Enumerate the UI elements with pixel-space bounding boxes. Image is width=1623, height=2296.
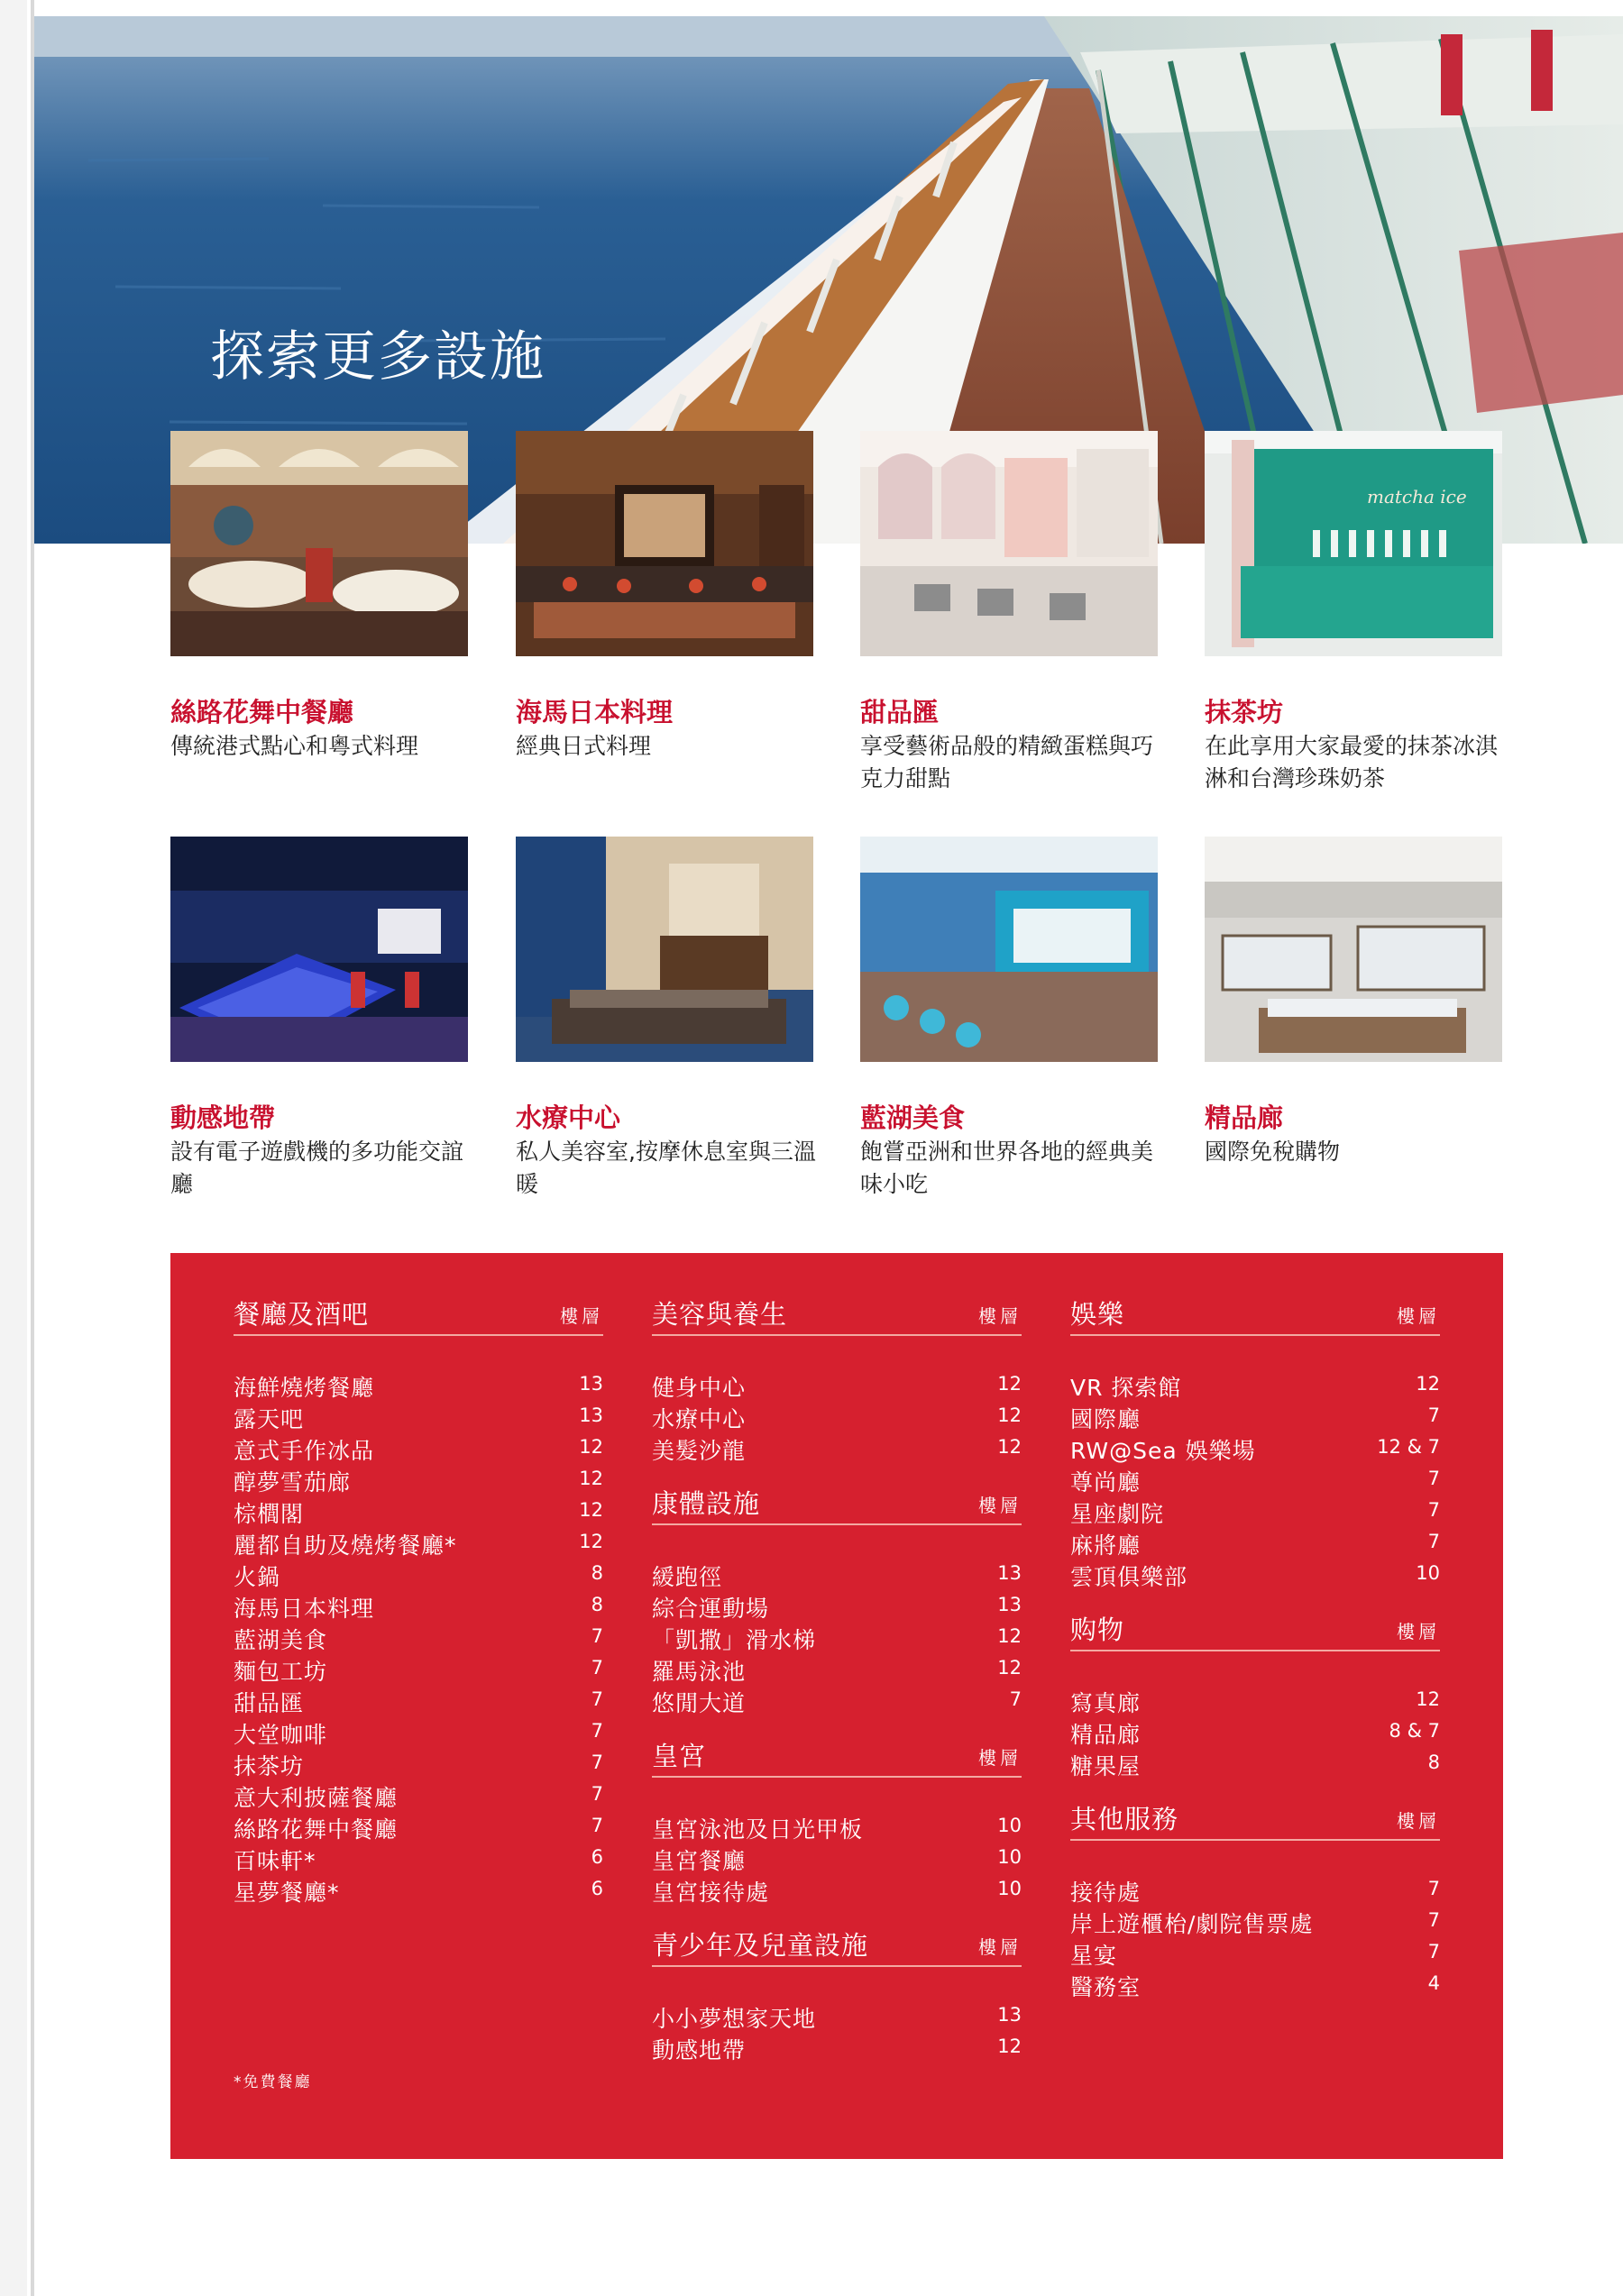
- section-header: [652, 1289, 1022, 1336]
- facility-name: 水療中心: [516, 1102, 621, 1133]
- section-title: 青少年及兒童設施: [652, 1930, 869, 1961]
- item-floor: 7: [591, 1720, 603, 1742]
- section-header: [1070, 1605, 1440, 1651]
- section-title: 餐廳及酒吧: [234, 1299, 370, 1330]
- section-header: [1070, 1794, 1440, 1841]
- facility-name: 抹茶坊: [1205, 697, 1284, 727]
- item-floor: 10: [1416, 1562, 1440, 1584]
- list-item: [652, 1370, 1022, 1402]
- section-header: [652, 1731, 1022, 1778]
- facility-description: 傳統港式點心和粵式料理: [170, 733, 419, 759]
- item-name: 尊尚廳: [1070, 1469, 1142, 1496]
- list-item: [1070, 1370, 1440, 1402]
- item-floor: 8: [1427, 1752, 1440, 1773]
- facility-card[interactable]: [1205, 431, 1502, 791]
- list-item: [234, 1496, 603, 1528]
- chinese-restaurant-photo: [170, 431, 468, 656]
- item-floor: 7: [591, 1625, 603, 1647]
- item-name: 百味軒*: [234, 1848, 316, 1874]
- section-header: [652, 1478, 1022, 1525]
- arcade-photo: [170, 837, 468, 1062]
- list-item: [234, 1780, 603, 1812]
- facility-card[interactable]: [860, 431, 1158, 791]
- item-name: 緩跑徑: [652, 1564, 723, 1590]
- facility-description: 私人美容室,按摩休息室與三溫暖: [516, 1139, 816, 1197]
- list-item: [234, 1749, 603, 1780]
- list-item: [1070, 1970, 1440, 2001]
- section-title: 其他服務: [1070, 1804, 1179, 1834]
- list-item: [1070, 1907, 1440, 1938]
- item-name: 藍湖美食: [234, 1627, 328, 1653]
- item-name: 皇宮接待處: [652, 1880, 770, 1906]
- floor-label: 樓層: [1397, 1305, 1440, 1327]
- item-floor: 12 & 7: [1377, 1436, 1440, 1458]
- item-floor: 12: [1416, 1688, 1440, 1710]
- item-floor: 6: [591, 1878, 603, 1899]
- item-name: 美髮沙龍: [652, 1438, 747, 1464]
- item-floor: 6: [591, 1846, 603, 1868]
- item-floor: 4: [1427, 1972, 1440, 1994]
- item-name: 糖果屋: [1070, 1753, 1142, 1779]
- matcha-bar-photo: [1205, 431, 1502, 656]
- facility-description: 享受藝術品般的精緻蛋糕與巧克力甜點: [860, 733, 1154, 791]
- item-floor: 7: [1427, 1941, 1440, 1962]
- facility-card[interactable]: [1205, 837, 1502, 1165]
- list-item: [1070, 1875, 1440, 1907]
- item-floor: 7: [1427, 1878, 1440, 1899]
- list-item: [234, 1654, 603, 1686]
- facility-description: 飽嘗亞洲和世界各地的經典美味小吃: [860, 1139, 1154, 1197]
- section-title: 购物: [1070, 1615, 1125, 1645]
- floor-label: 樓層: [978, 1305, 1022, 1327]
- facility-name: 動感地帶: [170, 1102, 276, 1133]
- item-floor: 13: [997, 1594, 1022, 1615]
- hero-title: 探索更多設施: [210, 325, 546, 389]
- facility-card[interactable]: [860, 837, 1158, 1197]
- item-floor: 7: [591, 1783, 603, 1805]
- item-name: 小小夢想家天地: [652, 2006, 817, 2032]
- item-floor: 12: [997, 1436, 1022, 1458]
- section-title: 皇宮: [652, 1741, 707, 1771]
- item-name: VR 探索館: [1070, 1375, 1182, 1401]
- item-floor: 7: [591, 1752, 603, 1773]
- item-name: 醫務室: [1070, 1974, 1142, 2000]
- floor-label: 樓層: [1397, 1810, 1440, 1832]
- facility-description: 國際免稅購物: [1205, 1139, 1341, 1165]
- list-item: [1070, 1465, 1440, 1496]
- list-item: [652, 2001, 1022, 2033]
- list-item: [234, 1465, 603, 1496]
- item-floor: 10: [997, 1878, 1022, 1899]
- list-item: [652, 1402, 1022, 1433]
- item-name: 精品廊: [1070, 1722, 1142, 1748]
- footnote: *免費餐廳: [234, 2073, 312, 2091]
- item-floor: 12: [579, 1499, 603, 1521]
- item-floor: 8: [591, 1594, 603, 1615]
- list-item: [234, 1717, 603, 1749]
- item-floor: 12: [997, 1373, 1022, 1395]
- boutique-photo: [1205, 837, 1502, 1062]
- item-floor: 7: [1427, 1531, 1440, 1552]
- section-title: 美容與養生: [652, 1299, 788, 1330]
- section-header: [1070, 1289, 1440, 1336]
- item-floor: 12: [579, 1468, 603, 1489]
- item-name: 國際廳: [1070, 1406, 1142, 1432]
- list-item: [1070, 1560, 1440, 1591]
- list-item: [1070, 1717, 1440, 1749]
- floor-label: 樓層: [560, 1305, 603, 1327]
- item-name: 棕櫚閣: [234, 1501, 305, 1527]
- facility-description: 設有電子遊戲機的多功能交誼廳: [170, 1139, 464, 1197]
- item-floor: 12: [997, 2035, 1022, 2057]
- item-floor: 12: [997, 1657, 1022, 1679]
- item-name: 醇夢雪茄廊: [234, 1469, 352, 1496]
- list-item: [234, 1370, 603, 1402]
- list-item: [652, 1875, 1022, 1907]
- facility-name: 海馬日本料理: [516, 697, 674, 727]
- item-name: 麗都自助及燒烤餐廳*: [234, 1532, 457, 1559]
- item-floor: 13: [997, 1562, 1022, 1584]
- item-name: 海馬日本料理: [234, 1596, 375, 1622]
- list-item: [1070, 1938, 1440, 1970]
- item-floor: 7: [1427, 1909, 1440, 1931]
- item-name: 意大利披薩餐廳: [234, 1785, 399, 1811]
- item-name: 雲頂俱樂部: [1070, 1564, 1188, 1590]
- item-name: 星夢餐廳*: [234, 1880, 340, 1906]
- item-name: 甜品匯: [234, 1690, 305, 1716]
- scan-edge: [0, 0, 27, 2296]
- item-floor: 12: [1416, 1373, 1440, 1395]
- item-name: 健身中心: [652, 1375, 747, 1401]
- item-name: 接待處: [1070, 1880, 1142, 1906]
- item-floor: 12: [579, 1436, 603, 1458]
- list-item: [234, 1623, 603, 1654]
- list-item: [652, 1654, 1022, 1686]
- item-name: 火鍋: [234, 1564, 281, 1590]
- item-name: 海鮮燒烤餐廳: [234, 1375, 375, 1401]
- item-floor: 7: [1427, 1468, 1440, 1489]
- item-floor: 13: [997, 2004, 1022, 2026]
- list-item: [1070, 1433, 1440, 1465]
- item-floor: 7: [591, 1688, 603, 1710]
- facility-directory: [170, 1253, 1503, 2159]
- item-floor: 7: [591, 1657, 603, 1679]
- item-floor: 7: [1427, 1404, 1440, 1426]
- item-floor: 7: [591, 1815, 603, 1836]
- section-header: [234, 1289, 603, 1336]
- facility-card[interactable]: [170, 431, 468, 759]
- facility-name: 甜品匯: [860, 697, 940, 727]
- floor-label: 樓層: [978, 1936, 1022, 1958]
- item-name: 皇宮泳池及日光甲板: [652, 1816, 864, 1843]
- item-name: 星宴: [1070, 1943, 1118, 1969]
- dessert-cafe-photo: [860, 431, 1158, 656]
- item-floor: 13: [579, 1373, 603, 1395]
- item-floor: 12: [997, 1404, 1022, 1426]
- item-floor: 7: [1427, 1499, 1440, 1521]
- list-item: [1070, 1749, 1440, 1780]
- list-item: [1070, 1496, 1440, 1528]
- list-item: [1070, 1528, 1440, 1560]
- list-item: [652, 1843, 1022, 1875]
- item-name: 麻將廳: [1070, 1532, 1142, 1559]
- floor-label: 樓層: [1397, 1621, 1440, 1642]
- section-header: [652, 1920, 1022, 1967]
- item-name: 星座劇院: [1070, 1501, 1165, 1527]
- list-item: [234, 1686, 603, 1717]
- list-item: [234, 1402, 603, 1433]
- list-item: [1070, 1402, 1440, 1433]
- list-item: [234, 1591, 603, 1623]
- item-name: 悠閒大道: [652, 1690, 747, 1716]
- item-floor: 8: [591, 1562, 603, 1584]
- list-item: [1070, 1686, 1440, 1717]
- item-floor: 12: [579, 1531, 603, 1552]
- item-name: 皇宮餐廳: [652, 1848, 747, 1874]
- item-name: 抹茶坊: [234, 1753, 305, 1779]
- list-item: [234, 1528, 603, 1560]
- list-item: [652, 1686, 1022, 1717]
- list-item: [234, 1843, 603, 1875]
- spa-photo: [516, 837, 813, 1062]
- item-name: 動感地帶: [652, 2037, 747, 2063]
- item-floor: 10: [997, 1846, 1022, 1868]
- item-floor: 8 & 7: [1389, 1720, 1440, 1742]
- item-name: 麵包工坊: [234, 1659, 328, 1685]
- item-name: 絲路花舞中餐廳: [234, 1816, 399, 1843]
- item-name: 意式手作冰品: [234, 1438, 375, 1464]
- list-item: [652, 2033, 1022, 2064]
- list-item: [652, 1433, 1022, 1465]
- facility-description: 在此享用大家最愛的抹茶冰淇淋和台灣珍珠奶茶: [1205, 733, 1499, 791]
- food-court-photo: [860, 837, 1158, 1062]
- matcha-sign-text: matcha ice: [1367, 486, 1467, 508]
- item-floor: 10: [997, 1815, 1022, 1836]
- list-item: [652, 1560, 1022, 1591]
- item-name: 岸上遊櫃枱/劇院售票處: [1070, 1911, 1314, 1937]
- section-title: 康體設施: [652, 1488, 761, 1519]
- section-title: 娛樂: [1070, 1299, 1125, 1330]
- facility-card[interactable]: [516, 431, 813, 759]
- teppanyaki-photo: [516, 431, 813, 656]
- item-name: 大堂咖啡: [234, 1722, 328, 1748]
- item-name: 羅馬泳池: [652, 1659, 747, 1685]
- item-name: 「凱撒」滑水梯: [652, 1627, 817, 1653]
- item-name: 綜合運動場: [652, 1596, 770, 1622]
- item-name: RW@Sea 娛樂場: [1070, 1438, 1256, 1464]
- item-name: 水療中心: [652, 1406, 747, 1432]
- floor-label: 樓層: [978, 1747, 1022, 1769]
- facility-card[interactable]: [516, 837, 816, 1197]
- list-item: [234, 1875, 603, 1907]
- facility-description: 經典日式料理: [516, 733, 652, 759]
- item-floor: 7: [1009, 1688, 1022, 1710]
- item-floor: 13: [579, 1404, 603, 1426]
- list-item: [652, 1812, 1022, 1843]
- list-item: [652, 1591, 1022, 1623]
- list-item: [234, 1433, 603, 1465]
- item-name: 寫真廊: [1070, 1690, 1142, 1716]
- list-item: [234, 1560, 603, 1591]
- list-item: [234, 1812, 603, 1843]
- item-floor: 12: [997, 1625, 1022, 1647]
- facility-name: 藍湖美食: [860, 1102, 966, 1133]
- floor-label: 樓層: [978, 1495, 1022, 1516]
- item-name: 露天吧: [234, 1406, 305, 1432]
- list-item: [652, 1623, 1022, 1654]
- facility-card[interactable]: [170, 837, 468, 1197]
- facility-name: 精品廊: [1205, 1102, 1284, 1133]
- facility-name: 絲路花舞中餐廳: [170, 697, 354, 727]
